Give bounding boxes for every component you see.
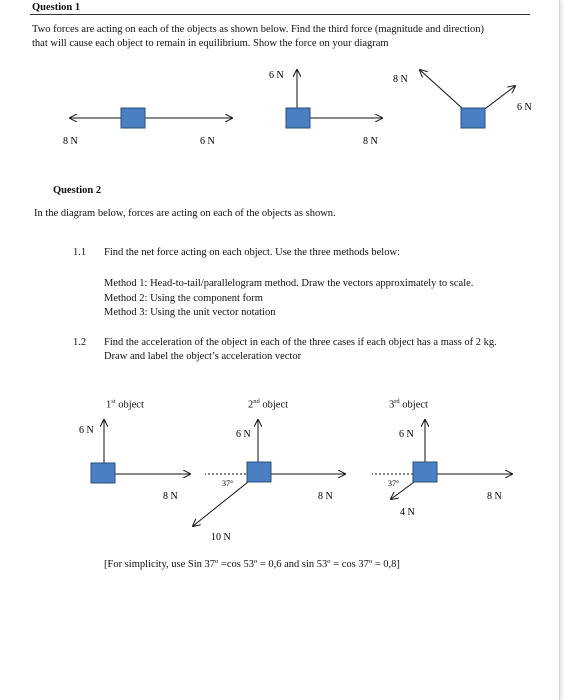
label-6n: 6 N (200, 136, 215, 147)
object-box (91, 463, 115, 483)
label-6n: 6 N (79, 425, 94, 436)
label-6n: 6 N (517, 102, 532, 113)
q2-object-2-diagram (193, 420, 345, 543)
label-10n: 10 N (211, 532, 231, 543)
label-6n: 6 N (236, 429, 251, 440)
label-8n: 8 N (63, 136, 78, 147)
q1-1-text: Find the net force acting on each object. Use the three methods below: (104, 247, 400, 258)
q2-object-1-diagram (79, 420, 190, 502)
object-box (286, 108, 310, 128)
label-4n: 4 N (400, 507, 415, 518)
question-2-title: Question 2 (53, 185, 102, 196)
object-box (413, 462, 437, 482)
object-box (461, 108, 485, 128)
method-3: Method 3: Using the unit vector notation (104, 307, 276, 318)
q1-2-line-2: Draw and label the object’s acceleration vector (104, 351, 302, 362)
question-1-text-line-1: Two forces are acting on each of the objects as shown below. Find the third force (magnitude and direction) (32, 24, 484, 35)
q1-diagram-1 (63, 108, 232, 147)
object-box (247, 462, 271, 482)
simplicity-note: [For simplicity, use Sin 37º =cos 53º = 0,6 and sin 53º = cos 37º = 0,8] (104, 559, 400, 570)
label-8n: 8 N (163, 491, 178, 502)
q1-2-line-1: Find the acceleration of the object in each of the three cases if each object has a mass of 2 kg. (104, 337, 497, 348)
object-2-label: 2nd object (248, 398, 289, 411)
label-8n: 8 N (393, 74, 408, 85)
label-8n: 8 N (318, 491, 333, 502)
label-8n: 8 N (487, 491, 502, 502)
method-1: Method 1: Head-to-tail/parallelogram method. Draw the vectors approximately to scale. (104, 278, 474, 289)
method-2: Method 2: Using the component form (104, 293, 263, 304)
object-box (121, 108, 145, 128)
q1-2-number: 1.2 (73, 337, 87, 348)
object-1-label: 1st object (106, 398, 144, 411)
label-6n: 6 N (269, 70, 284, 81)
q1-diagram-2 (269, 70, 382, 147)
angle-label: 37° (222, 479, 234, 488)
q2-object-3-diagram (372, 420, 512, 518)
object-3-label: 3rd object (389, 398, 428, 411)
label-8n: 8 N (363, 136, 378, 147)
question-1-title: Question 1 (32, 2, 81, 13)
q1-1-number: 1.1 (73, 247, 87, 258)
label-6n: 6 N (399, 429, 414, 440)
question-2-intro: In the diagram below, forces are acting on each of the objects as shown. (34, 208, 336, 219)
q1-diagram-3 (393, 70, 532, 128)
angle-label: 37° (388, 479, 400, 488)
question-1-text-line-2: that will cause each object to remain in equilibrium. Show the force on your diagram (32, 38, 389, 49)
